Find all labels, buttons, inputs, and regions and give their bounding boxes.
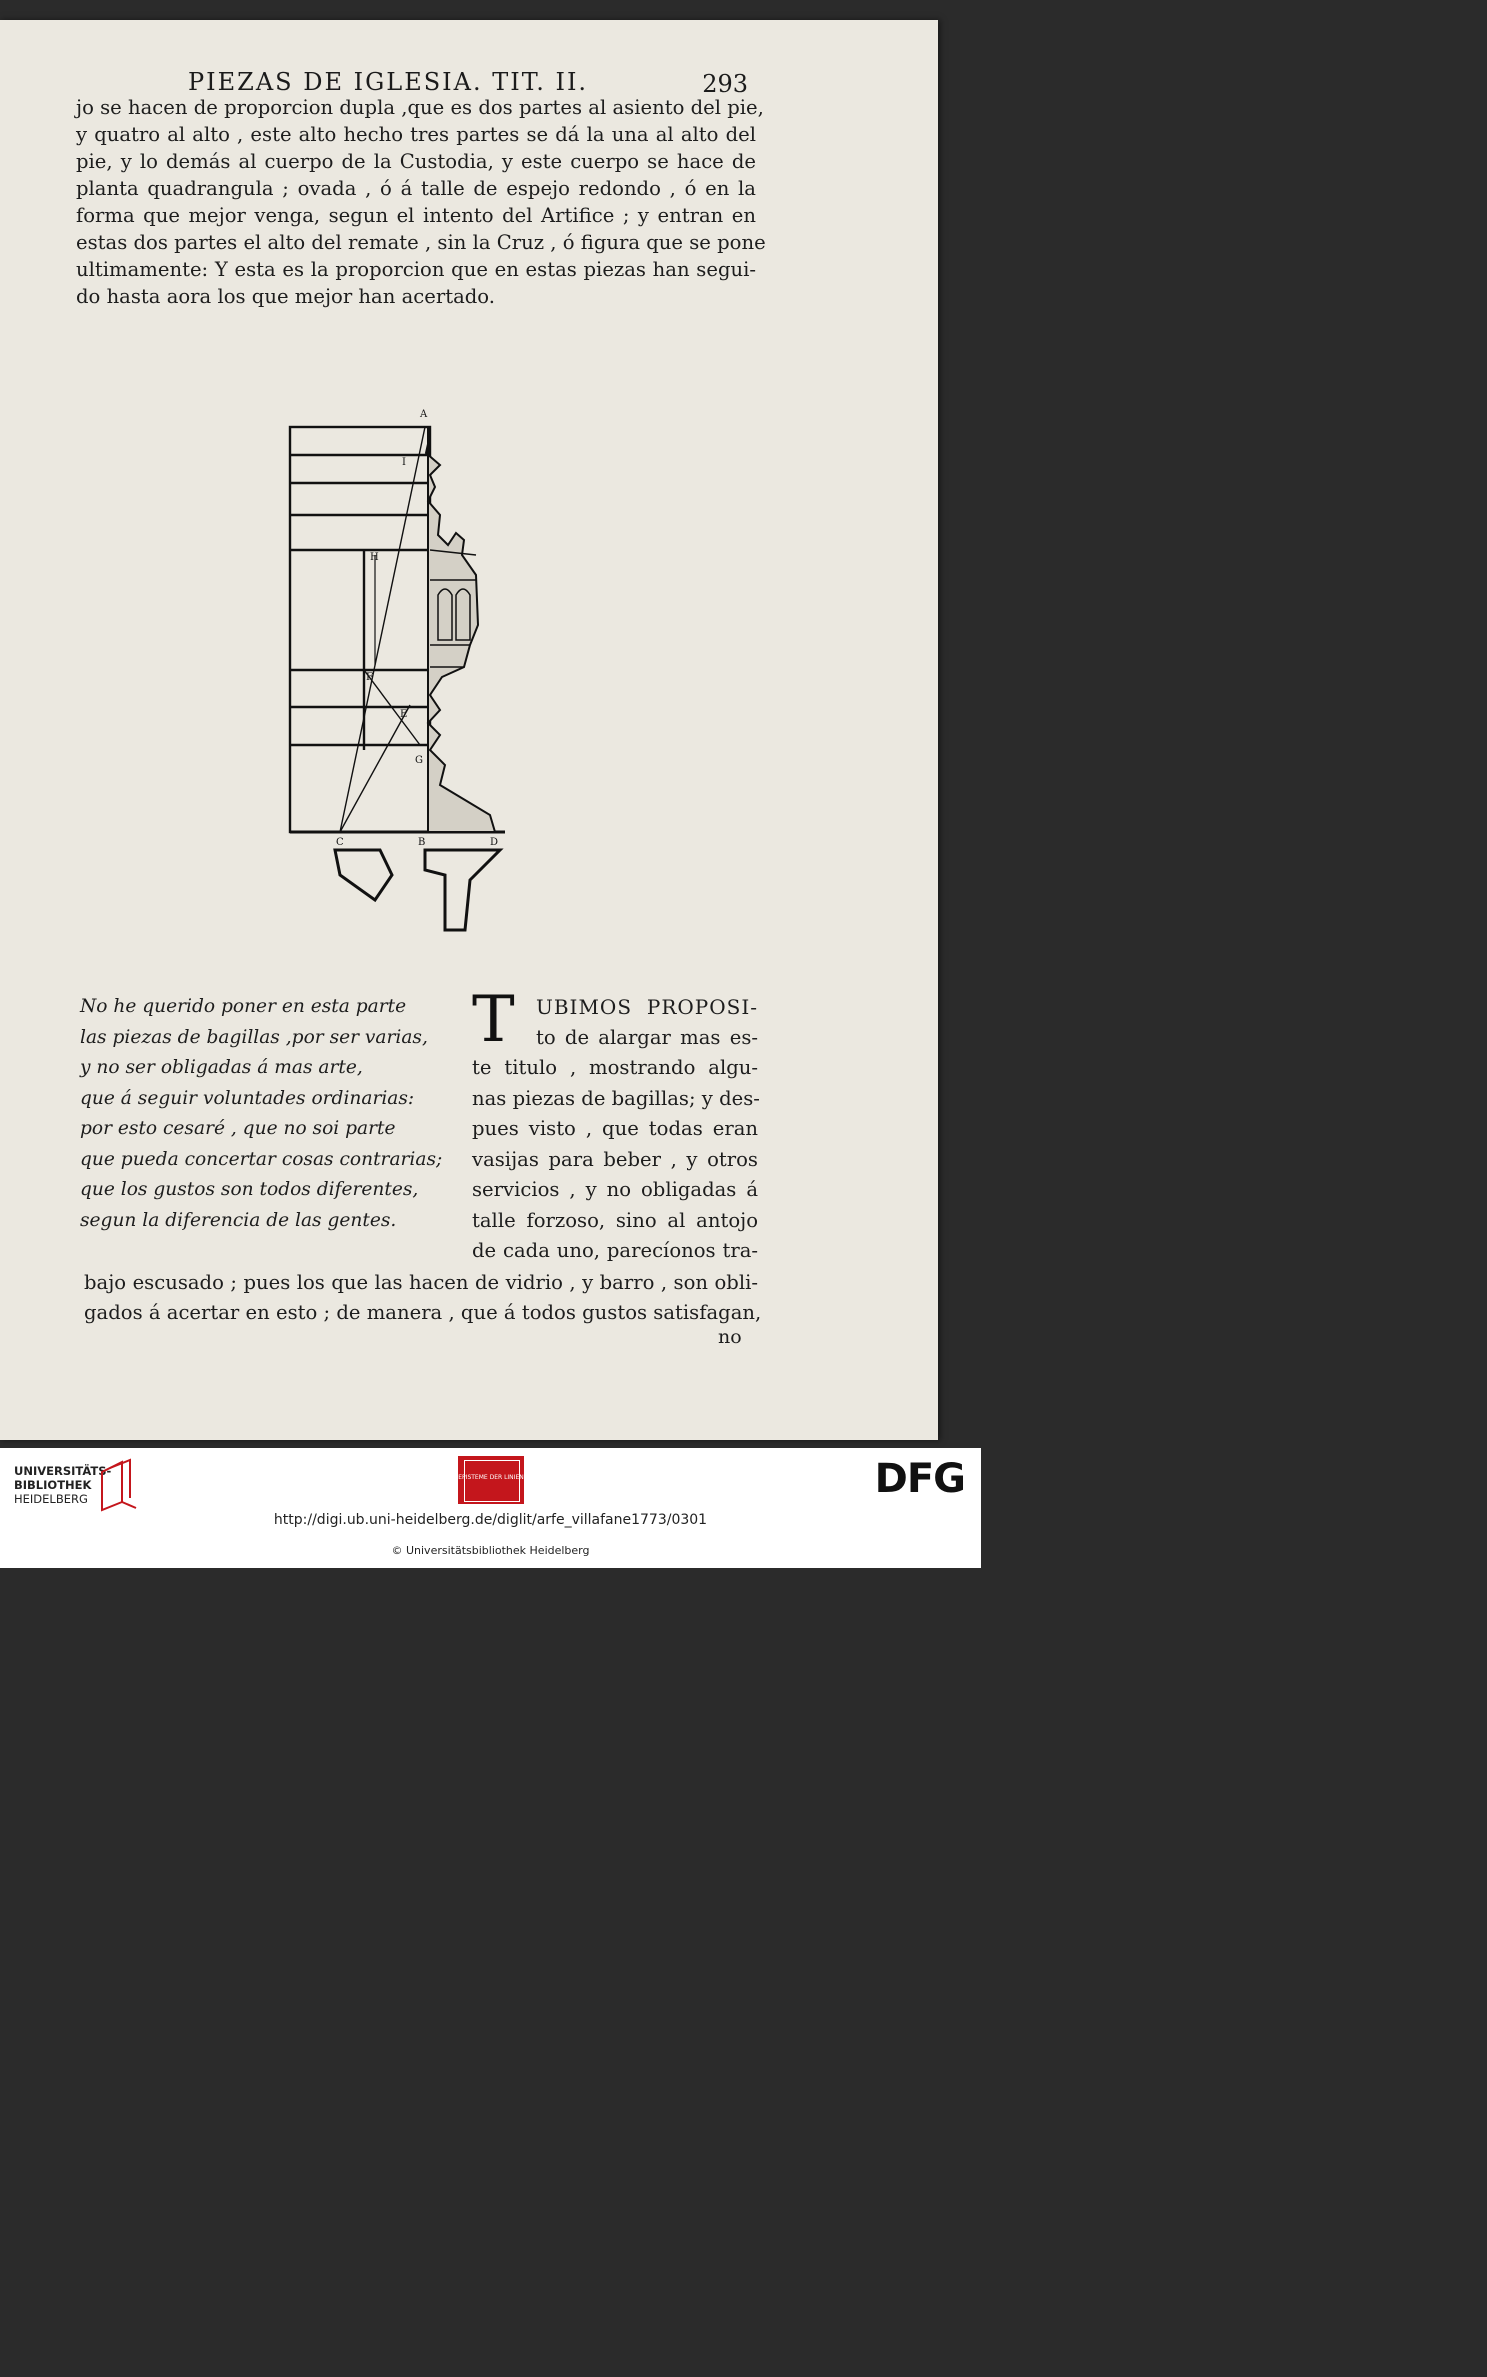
figure-label: G <box>415 755 423 766</box>
library-name-line: UNIVERSITÄTS- <box>14 1464 112 1478</box>
figure-label: B <box>418 837 426 848</box>
figure-label: A <box>420 409 428 420</box>
figure-label: I <box>402 457 406 468</box>
figure-label: D <box>490 837 499 848</box>
paragraph-continuation <box>84 1268 762 1328</box>
header-title: PIEZAS DE IGLESIA. TIT. II. <box>188 68 589 96</box>
text-line: pie, y lo demás al cuerpo de la Custodia, y este cuerpo se hace de <box>76 150 756 173</box>
poem-verse <box>80 992 460 1236</box>
text-line: servicios , y no obligadas á <box>472 1178 758 1201</box>
verse-line: por esto cesaré , que no soi parte <box>80 1118 396 1139</box>
figure-label: H <box>370 552 379 563</box>
running-header <box>188 64 748 98</box>
text-line: to de alargar mas es- <box>536 1025 758 1049</box>
text-line: do hasta aora los que mejor han acertado. <box>76 285 495 308</box>
text-line: planta quadrangula ; ovada , ó á talle de espejo redondo , ó en la <box>76 177 756 200</box>
verse-line: que los gustos son todos diferentes, <box>80 1179 419 1200</box>
logo-text: EPISTEME DER LINIEN <box>458 1474 524 1481</box>
permalink-url[interactable]: http://digi.ub.uni-heidelberg.de/diglit/arfe_villafane1773/0301 <box>273 1512 708 1528</box>
text-line: te titulo , mostrando algu- <box>472 1056 758 1079</box>
text-line: pues visto , que todas eran <box>472 1117 758 1140</box>
library-logo-text[interactable] <box>14 1464 111 1506</box>
figure-label: C <box>336 837 344 848</box>
verse-line: No he querido poner en esta parte <box>80 996 407 1017</box>
footer-bar <box>0 1448 981 1568</box>
drop-cap: T <box>472 983 515 1057</box>
library-name-line: BIBLIOTHEK <box>14 1478 92 1492</box>
text-line: de cada uno, parecíonos tra- <box>472 1239 758 1262</box>
verse-line: las piezas de bagillas ,por ser varias, <box>80 1026 428 1048</box>
verse-line: que pueda concertar cosas contrarias; <box>80 1148 443 1170</box>
text-line: estas dos partes el alto del remate , sin la Cruz , ó figura que se pone <box>76 231 766 254</box>
text-line: jo se hacen de proporcion dupla ,que es dos partes al asiento del pie, <box>76 96 764 119</box>
catchword: no <box>718 1326 742 1348</box>
text-line: forma que mejor venga, segun el intento del Artifice ; y entran en <box>76 204 756 227</box>
dfg-logo[interactable]: DFG <box>874 1456 965 1502</box>
library-name-line: HEIDELBERG <box>14 1492 88 1506</box>
page-number: 293 <box>702 70 748 98</box>
verse-line: y no ser obligadas á mas arte, <box>80 1057 363 1078</box>
paragraph-proportion <box>76 94 766 310</box>
verse-line: que á seguir voluntades ordinarias: <box>80 1087 415 1109</box>
text-line: talle forzoso, sino al antojo <box>472 1208 758 1232</box>
text-line: ultimamente: Y esta es la proporcion que en estas piezas han segui- <box>76 258 756 281</box>
text-line: nas piezas de bagillas; y des- <box>472 1086 760 1110</box>
text-line: vasijas para beber , y otros <box>472 1147 758 1171</box>
text-line: y quatro al alto , este alto hecho tres partes se dá la una al alto del <box>76 123 756 146</box>
verse-line: segun la diferencia de las gentes. <box>80 1209 397 1231</box>
text-line: gados á acertar en esto ; de manera , que á todos gustos satisfagan, <box>84 1301 762 1324</box>
figure-label: F <box>366 672 373 683</box>
custodia-woodcut <box>280 405 510 935</box>
figure-label: E <box>400 709 408 720</box>
text-line: UBIMOS PROPOSI- <box>536 995 758 1019</box>
copyright-notice: © Universitätsbibliothek Heidelberg <box>391 1544 590 1557</box>
scanned-page <box>0 20 938 1440</box>
figure-frame <box>290 427 430 832</box>
episteme-logo[interactable] <box>458 1456 524 1504</box>
section-text <box>472 983 760 1267</box>
text-line: bajo escusado ; pues los que las hacen de vidrio , y barro , son obli- <box>84 1271 758 1294</box>
library-mark-icon <box>98 1458 140 1512</box>
